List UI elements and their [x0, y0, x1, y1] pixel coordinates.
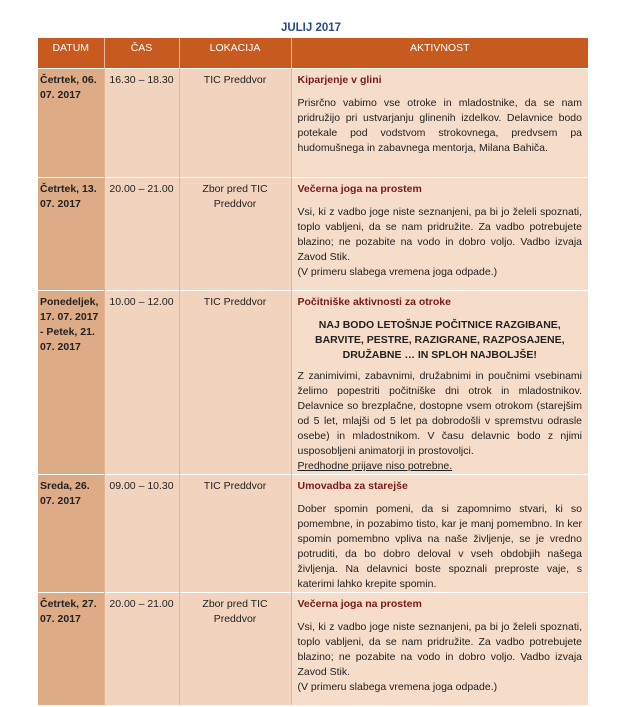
- event-activity: [291, 475, 588, 593]
- event-activity: [291, 291, 588, 475]
- activity-title: Počitniške aktivnosti za otroke: [297, 296, 451, 308]
- event-location: Zbor pred TIC Preddvor: [179, 178, 291, 291]
- header-activity: AKTIVNOST: [291, 38, 588, 69]
- table-row: [38, 291, 588, 475]
- activity-slogan: NAJ BODO LETOŠNJE POČITNICE RAZGIBANE, BARVITE, PESTRE, RAZIGRANE, RAZPOSAJENE, DRUŽABNE … IN SPLOH NAJBOLJŠE!: [314, 319, 565, 361]
- event-activity: [291, 178, 588, 291]
- header-location: LOKACIJA: [179, 38, 291, 69]
- event-date: Četrtek, 06. 07. 2017: [38, 69, 104, 178]
- event-location: Zbor pred TIC Preddvor: [179, 593, 291, 706]
- event-activity: [291, 69, 588, 178]
- activity-description: Vsi, ki z vadbo joge niste seznanjeni, pa bi jo želeli spoznati, toplo vabljeni, da se nam pridružite. Za vadbo potrebujete blazino; ne pozabite na vodo in dobro voljo. Vadbo izvaja Zavod Stik.: [297, 621, 582, 678]
- event-time: 20.00 – 21.00: [104, 593, 179, 706]
- header-date: DATUM: [38, 38, 104, 69]
- activity-registration-note: Predhodne prijave niso potrebne.: [297, 460, 453, 472]
- event-date: Sreda, 26. 07. 2017: [38, 475, 104, 593]
- event-location: TIC Preddvor: [179, 291, 291, 475]
- event-time: 20.00 – 21.00: [104, 178, 179, 291]
- event-date: Četrtek, 13. 07. 2017: [38, 178, 104, 291]
- activity-description: Vsi, ki z vadbo joge niste seznanjeni, pa bi jo želeli spoznati, toplo vabljeni, da se nam pridružite. Za vadbo potrebujete blazino; ne pozabite na vodo in dobro voljo. Vadbo izvaja Zavod Stik.: [297, 206, 582, 263]
- table-header-row: [38, 38, 588, 69]
- table-row: [38, 69, 588, 178]
- activity-title: Večerna joga na prostem: [297, 598, 422, 610]
- header-time: ČAS: [104, 38, 179, 69]
- page-title: JULIJ 2017: [280, 22, 342, 34]
- activity-note: (V primeru slabega vremena joga odpade.): [297, 681, 498, 693]
- activity-note: (V primeru slabega vremena joga odpade.): [297, 266, 498, 278]
- events-table: [38, 38, 588, 705]
- event-time: 10.00 – 12.00: [104, 291, 179, 475]
- event-location: TIC Preddvor: [179, 475, 291, 593]
- activity-description: Prisrčno vabimo vse otroke in mladostnike, da se nam pridružijo pri ustvarjanju glinenih izdelkov. Delavnice bodo potekale pod vodstvom strokovnega, predvsem pa hudomušnega in zabavnega mentorja, Milana Bahiča.: [297, 97, 582, 154]
- activity-title: Večerna joga na prostem: [297, 183, 422, 195]
- event-time: 16.30 – 18.30: [104, 69, 179, 178]
- activity-title: Kiparjenje v glini: [297, 74, 382, 86]
- event-activity: [291, 593, 588, 706]
- event-time: 09.00 – 10.30: [104, 475, 179, 593]
- event-date: Ponedeljek, 17. 07. 2017 - Petek, 21. 07. 2017: [38, 291, 104, 475]
- table-row: [38, 593, 588, 706]
- table-row: [38, 178, 588, 291]
- activity-title: Umovadba za starejše: [297, 480, 408, 492]
- event-location: TIC Preddvor: [179, 69, 291, 178]
- activity-description: Dober spomin pomeni, da si zapomnimo stvari, ki so pomembne, in pozabimo tisto, kar je manj pomembno. In ker spomin pomembno vpliva na naše življenje, se je vredno potruditi, da bo dobro deloval v vseh obdobjih našega življenja. Na delavnici boste spoznali preproste vaje, s katerimi lahko krepite spomin.: [297, 503, 582, 590]
- event-date: Četrtek, 27. 07. 2017: [38, 593, 104, 706]
- table-row: [38, 475, 588, 593]
- activity-description: Z zanimivimi, zabavnimi, družabnimi in poučnimi vsebinami želimo popestriti počitniške dni otrok in mladostnikov. Delavnice so brezplačne, dostopne vsem otrokom (starejšim od 5 let, mlajši od 5 let pa dobrodošli v spremstvu odrasle osebe) in mladostnikom. V času delavnic bodo z njimi usposobljeni animatorji in prostovoljci.: [297, 370, 582, 457]
